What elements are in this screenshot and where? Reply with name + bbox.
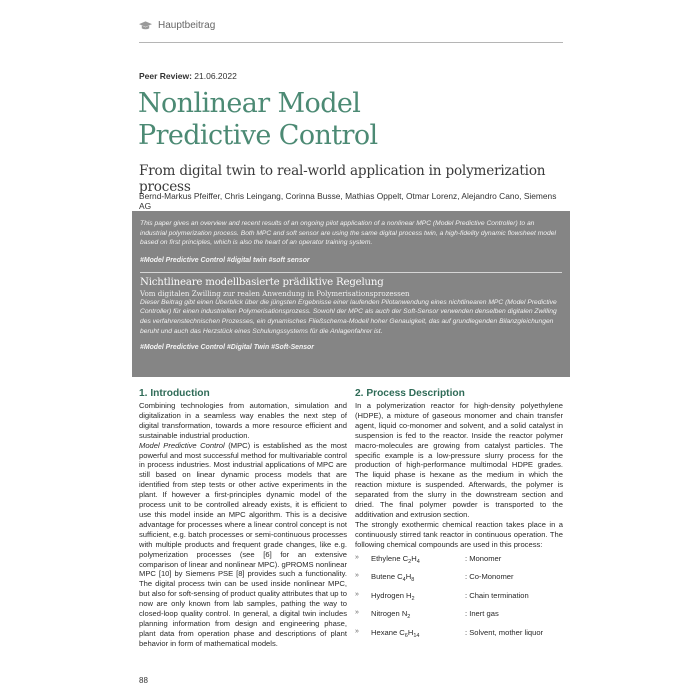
compound-name: Nitrogen $N_2$ (371, 609, 411, 621)
list-item (355, 572, 563, 591)
german-abstract-text: Dieser Beitrag gibt einen Überblick über die jüngsten Ergebnisse einer laufenden Pilotanwendung eines nichtlinearen MPC (Model Predictive Controller) für einen industriellen Polymerisationsprozess. Sowohl der MPC als auch der Soft-Sensor verwenden denselben digitalen Zwilling des verfahrenstechnischen Prozesses, ein dynamisches Fließschema-Modell hoher Genauigkeit, das auf grundlegenden Bilanzgleichungen beruht und auch das Herzstück eines Schulungssystems für die Anlagenfahrer ist. (140, 298, 557, 335)
compound-role: : Inert gas (465, 609, 499, 619)
title-line-1: Nonlinear Model (138, 88, 361, 119)
article-title (138, 88, 568, 152)
bullet-glyph: » (355, 572, 359, 580)
abstract-divider (140, 272, 562, 273)
list-item (355, 591, 563, 610)
compound-role: : Co-Monomer (465, 572, 514, 582)
process-paragraph-1: In a polymerization reactor for high-density polyethylene (HDPE), a mixture of gaseous monomer and chain transfer agent, liquid co-monomer and solvent, and a solid catalyst in suspension is fed to the reactor. Inside the reactor polymer macro-molecules are growing from catalyst particles. The specific example is a low-pressure slurry process for the production of high-performance multimodal HDPE grades. The liquid phase is hexane as the medium in which the reaction mixture is suspended. Afterwards, the polymer is separated from the slurry in the downstream section and dried. The final polymer powder is transported to the additivation and extrusion section. (355, 401, 563, 519)
introduction-column (139, 388, 347, 649)
process-paragraph-2: The strongly exothermic chemical reaction takes place in a continuously stirred tank reactor in continuous operation. The following chemical compounds are used in this process: (355, 519, 563, 549)
abstract-keywords: #Model Predictive Control #digital twin #soft sensor (140, 256, 310, 264)
introduction-heading: 1. Introduction (139, 388, 210, 399)
german-title: Nichtlineare modellbasierte prädiktive Regelung (140, 276, 384, 288)
introduction-paragraph-1: Combining technologies from automation, simulation and digitalization in a seamless way enables the next step of digital transformation, towards a more resource efficient and sustainable industrial production. (139, 401, 347, 440)
introduction-paragraph-2 (139, 441, 347, 649)
german-subtitle: Vom digitalen Zwilling zur realen Anwendung in Polymerisationsprozessen (140, 288, 410, 298)
compound-name: Hexane $C_6H_{14}$ (371, 627, 420, 639)
list-item (355, 609, 563, 628)
compound-name: Ethylene $C_2H_4$ (371, 553, 420, 565)
compound-list (355, 554, 563, 647)
german-keywords: #Model Predictive Control #Digital Twin #Soft-Sensor (140, 344, 314, 352)
compound-name: Butene $C_4H_8$ (371, 572, 415, 584)
list-item (355, 554, 563, 573)
abstract-box (132, 211, 570, 377)
compound-role: : Monomer (465, 553, 502, 563)
title-line-2: Predictive Control (138, 120, 378, 151)
peer-review-date: 21.06.2022 (194, 71, 237, 81)
bullet-glyph: » (355, 627, 359, 635)
peer-review-line (139, 71, 237, 81)
author-list: Bernd-Markus Pfeiffer, Chris Leingang, Corinna Busse, Mathias Oppelt, Otmar Lorenz, Alejandro Cano, Siemens AG (139, 191, 557, 211)
bullet-glyph: » (355, 590, 359, 598)
process-description-heading: 2. Process Description (355, 388, 465, 399)
article-subtitle: From digital twin to real-world application in polymerization process (139, 163, 546, 195)
bullet-glyph: » (355, 609, 359, 617)
compound-name: Hydrogen $H_2$ (371, 590, 415, 602)
section-label: Hauptbeitrag (158, 20, 216, 31)
abstract-text: This paper gives an overview and recent results of an ongoing pilot application of a nonlinear MPC (Model Predictive Controller) to an industrial polymerization process. Both MPC and soft sensor are using the same digital process twin, a high-fidelity dynamic flowsheet model based on first principles, which is also the heart of an operator training system. (140, 220, 556, 247)
list-item (355, 628, 563, 647)
process-description-column (355, 388, 563, 647)
graduation-cap-icon (139, 21, 152, 31)
bullet-glyph: » (355, 553, 359, 561)
page-number: 88 (139, 676, 148, 685)
peer-review-label: Peer Review: (139, 71, 192, 81)
introduction-paragraph-2-body: (MPC) is established as the most powerful and most successful method for multivariable control in process industries. Most industrial applications of MPC are still based on linear dynamic process models that are identified from step tests or other active experiments in the plant. If however a first-principles dynamic model of the process unit to be controlled already exists, it is efficient to use this model inside an MPC algorithm. This is a decisive advantage for processes where a linear control concept is not sufficient, e.g. batch processes or semi-continuous processes with multiple products and frequent grade changes, like e.g. polymerization processes (see [6] for an extensive comparison of linear and nonlinear MPC). gPROMS nonlinear MPC [10] by Siemens PSE [8] provides such a functionality. The digital process twin can be used inside nonlinear MPC, but also for soft-sensing of product quality attributes that up to now are only known from lab samples, pathing the way to closed-loop quality control. In general, a digital twin includes planning information from design and engineering phase, plant data from operation phase and descriptions of plant behavior in form of mathematical models. (139, 440, 347, 648)
compound-role: : Solvent, mother liquor (465, 627, 544, 637)
section-header (139, 20, 215, 31)
header-divider (139, 42, 563, 43)
compound-role: : Chain termination (465, 590, 529, 600)
mpc-term: Model Predictive Control (139, 440, 225, 450)
